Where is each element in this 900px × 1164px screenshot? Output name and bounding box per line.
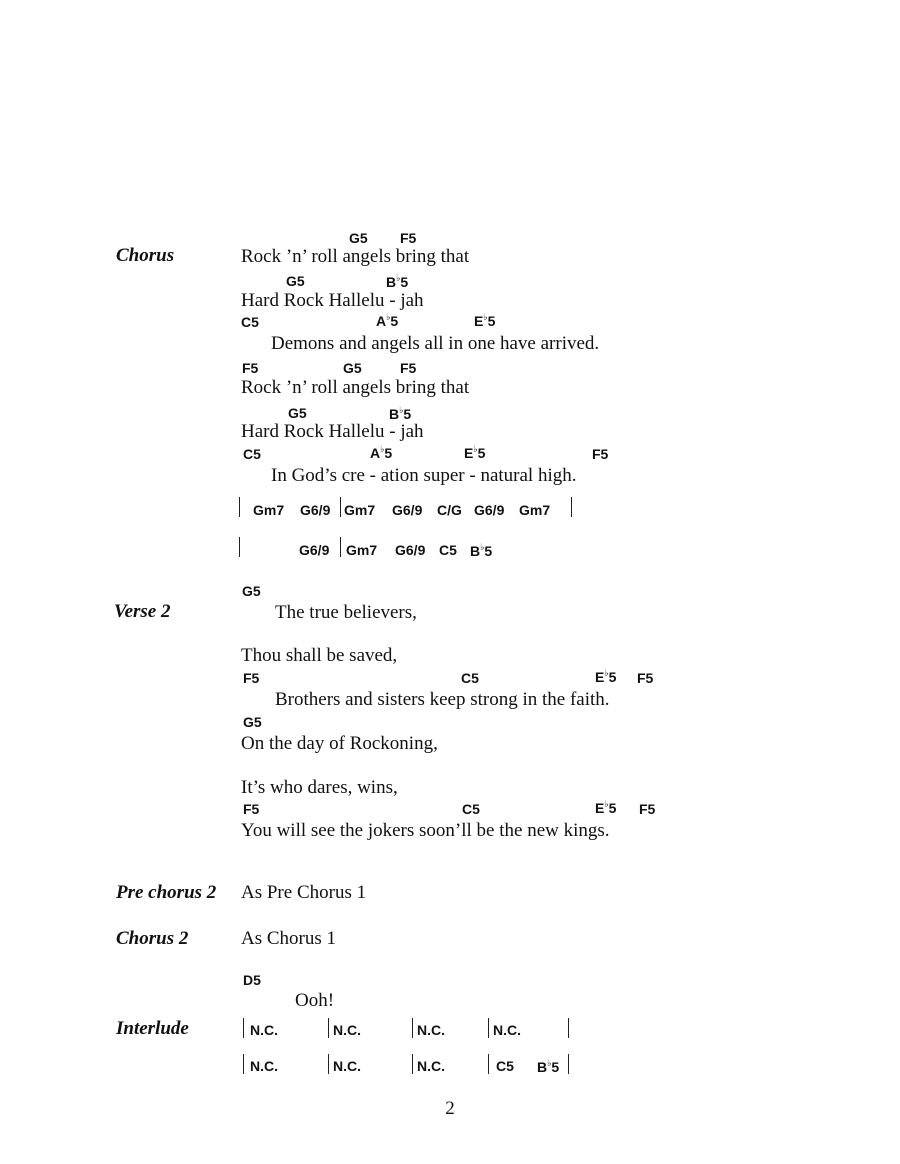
chord: C5 [439,542,457,558]
chord: Gm7 [253,502,285,518]
lyric-line: Rock ’n’ roll angels bring that [241,377,470,398]
lyric-line: On the day of Rockoning, [241,733,438,754]
chord: C5 [243,446,261,462]
bar-line [412,1018,413,1038]
chord: F5 [400,230,417,246]
lyric-line: Hard Rock Hallelu - jah [241,290,424,311]
chord: G6/9 [392,502,423,518]
chord: F5 [639,801,656,817]
lyric-line: In God’s cre - ation super - natural high. [271,465,577,486]
bar-line [239,537,240,557]
bar-line [568,1054,569,1074]
bar-line [243,1018,244,1038]
chord: N.C. [493,1022,521,1038]
chord: F5 [242,360,259,376]
reference-text: As Chorus 1 [241,928,337,949]
lyric-line: Hard Rock Hallelu - jah [241,421,424,442]
chord: A♭5 [370,444,393,461]
chord: C5 [241,314,259,330]
chord: G5 [286,273,305,289]
lyric-line: The true believers, [275,602,417,623]
section-label-pre-chorus-2: Pre chorus 2 [116,882,217,903]
lyric-line: It’s who dares, wins, [241,777,398,798]
bar-line [328,1018,329,1038]
chord: C/G [437,502,462,518]
chord: E♭5 [595,668,617,685]
chord: G6/9 [395,542,426,558]
bar-line [243,1054,244,1074]
chord: G5 [288,405,307,421]
chord: Gm7 [519,502,551,518]
chord: C5 [462,801,480,817]
reference-text: As Pre Chorus 1 [241,882,367,903]
section-label-verse-2: Verse 2 [114,601,171,622]
chord: E♭5 [464,444,486,461]
chord: F5 [243,801,260,817]
lyric-line: Rock ’n’ roll angels bring that [241,246,470,267]
bar-line [571,497,572,517]
chord: B♭5 [470,542,493,559]
section-label-chorus-2: Chorus 2 [116,928,189,949]
bar-line [488,1054,489,1074]
bar-line [340,497,341,517]
chord: G6/9 [474,502,505,518]
lyric-line: Brothers and sisters keep strong in the faith. [275,689,610,710]
chord: D5 [243,972,261,988]
lyric-line: Demons and angels all in one have arrived. [271,333,600,354]
chord: E♭5 [595,799,617,816]
chord: N.C. [417,1022,445,1038]
chord: G6/9 [299,542,330,558]
chord: C5 [496,1058,514,1074]
chord: G5 [242,583,261,599]
chord: B♭5 [386,273,409,290]
chord: N.C. [417,1058,445,1074]
bar-line [340,537,341,557]
chord: Gm7 [344,502,376,518]
lyric-line: You will see the jokers soon’ll be the new kings. [241,820,610,841]
chord: F5 [400,360,417,376]
lyric-line: Thou shall be saved, [241,645,398,666]
chord: G5 [349,230,368,246]
section-label-chorus: Chorus [116,245,175,266]
chord: F5 [637,670,654,686]
bar-line [239,497,240,517]
chord: E♭5 [474,312,496,329]
chord: G5 [343,360,362,376]
chord: F5 [592,446,609,462]
chord: N.C. [333,1058,361,1074]
chord: C5 [461,670,479,686]
chord: G6/9 [300,502,331,518]
section-label-interlude: Interlude [116,1018,189,1039]
bar-line [412,1054,413,1074]
chord: B♭5 [389,405,412,422]
chord: G5 [243,714,262,730]
page-number: 2 [445,1098,455,1119]
chord: N.C. [250,1058,278,1074]
bar-line [328,1054,329,1074]
chord: N.C. [333,1022,361,1038]
lyric-line: Ooh! [295,990,335,1011]
bar-line [488,1018,489,1038]
chord: N.C. [250,1022,278,1038]
bar-line [568,1018,569,1038]
chord: A♭5 [376,312,399,329]
chord: F5 [243,670,260,686]
chord: B♭5 [537,1058,560,1075]
chord: Gm7 [346,542,378,558]
